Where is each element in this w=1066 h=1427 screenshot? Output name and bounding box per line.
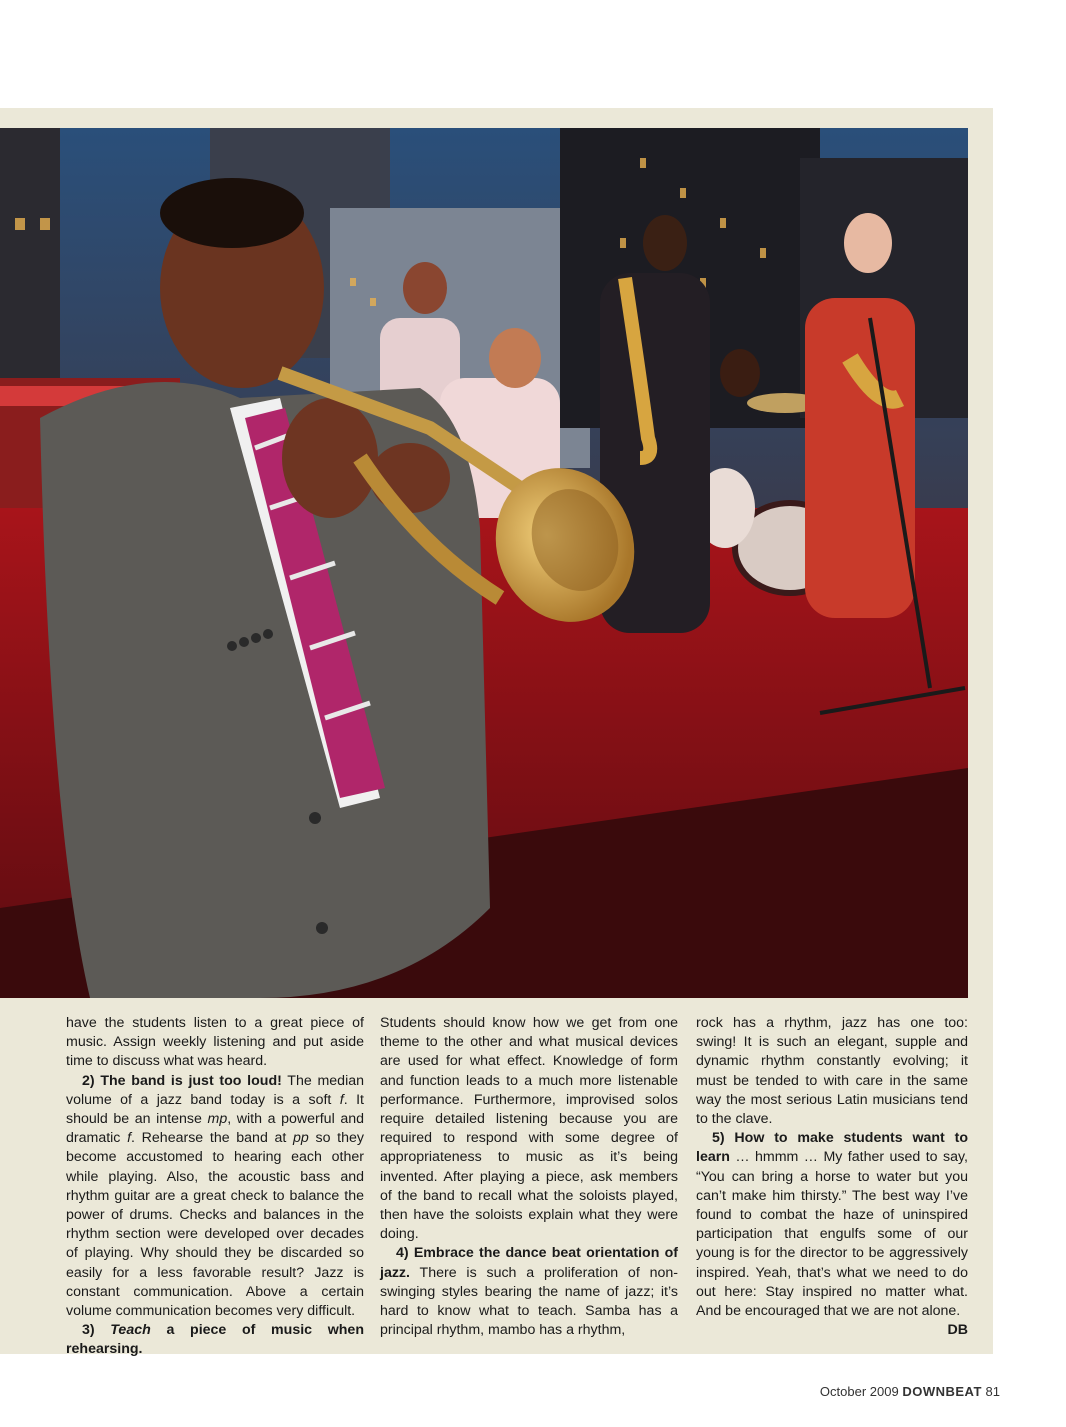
dynamic-marking: pp <box>293 1130 309 1147</box>
dynamic-marking: f <box>339 1091 344 1108</box>
tip-number: 3) <box>82 1322 111 1339</box>
tip-4-heading: 4) Embrace the dance beat orientation of jazz. <box>380 1245 678 1281</box>
text-run: , with a powerful and dramatic <box>66 1111 364 1147</box>
tip-5-heading: 5) How to make students want to learn <box>696 1130 968 1166</box>
article-column-1 <box>66 1014 364 1360</box>
magazine-name: DOWNBEAT <box>902 1384 982 1399</box>
text-run: so they become accustomed to hearing each other while playing. Also, the acoustic bass and rhythm guitar are a great check to balance the power of drums. Checks and balances in the rhythm section were developed over decades of playing. Why should they be discarded so easily for a less favorable result? Jazz is constant communication. Above a certain volume communication becomes very difficult. <box>66 1130 364 1320</box>
photo-illustration <box>0 128 968 998</box>
column3-paragraph-2 <box>696 1129 968 1339</box>
column1-paragraph-3 <box>66 1321 364 1359</box>
text-run: There is such a proliferation of non-swinging styles bearing the name of jazz; it’s hard to know what to teach. Samba has a principal rhythm, mambo has a rhythm, <box>380 1264 678 1339</box>
text-run: … hmmm … My father used to say, “You can bring a horse to water but you can’t make him thirsty.” The best way I’ve found to combat the haze of uninspired participation that engulfs some of our young is for the director to be aggressively inspired. Yeah, that’s what we need to do out here: Stay inspired no matter what. And be encouraged that we are not alone. <box>696 1149 968 1320</box>
dynamic-marking: mp <box>207 1111 228 1128</box>
tip-2-heading: 2) The band is just too loud! <box>82 1072 282 1089</box>
page-footer <box>760 1384 1000 1399</box>
tip-3-heading-rest: a piece of music when rehearsing. <box>66 1322 364 1358</box>
column1-paragraph-1: have the students listen to a great piece of music. Assign weekly listening and put aside time to discuss what was heard. <box>66 1015 364 1070</box>
column3-paragraph-1: rock has a rhythm, jazz has one too: swing! It is such an elegant, supple and dynamic rhythm constantly evolving; it must be tended to with care in the same way the most serious Latin musicians tend to the clave. <box>696 1015 968 1128</box>
column2-paragraph-2 <box>380 1244 678 1340</box>
text-run: The median volume of a jazz band today is a soft <box>66 1072 365 1108</box>
end-mark: DB <box>947 1322 968 1339</box>
tip-3-heading <box>66 1322 364 1357</box>
issue-date: October 2009 <box>819 1384 899 1399</box>
column1-paragraph-2 <box>66 1072 364 1322</box>
dynamic-marking: f <box>127 1130 132 1147</box>
text-run: . It should be an intense <box>66 1091 364 1128</box>
concert-photo <box>0 128 968 998</box>
article-column-3 <box>696 1014 968 1340</box>
column2-paragraph-1: Students should know how we get from one theme to the other and what musical devices are used for what effect. Knowledge of form and function leads to a much more listenable performance. Furthermore, improvised solos require detailed listening because you are required to respond with some degree of appropriateness to music as it’s being invented. After playing a piece, ask members of the band to recall what the soloists played, then have the soloists explain what they were doing. <box>380 1015 678 1243</box>
text-run: . Rehearse the band at <box>131 1130 294 1147</box>
page-number: 81 <box>985 1384 1000 1399</box>
article-column-2 <box>380 1014 678 1340</box>
tip-3-emphasis: Teach <box>110 1322 151 1339</box>
